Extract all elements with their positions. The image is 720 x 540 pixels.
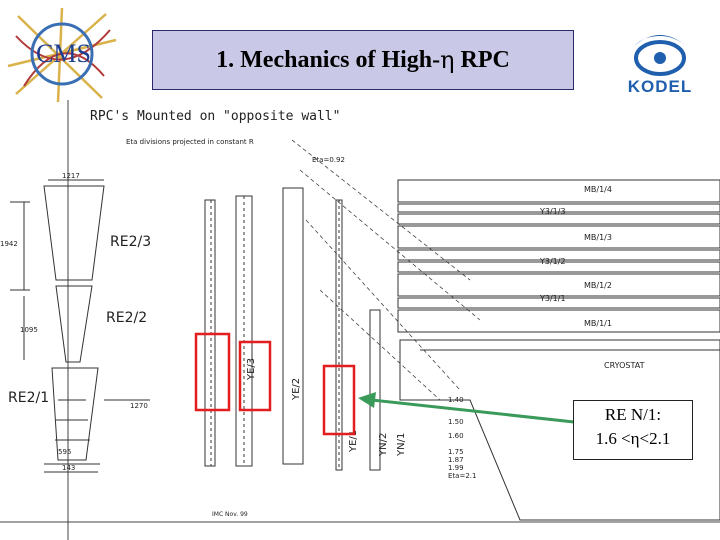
eta-value: 1.99 xyxy=(448,464,464,472)
kodel-logo xyxy=(612,24,708,98)
dim-1270: 1270 xyxy=(130,402,148,410)
drawing-heading: RPC's Mounted on "opposite wall" xyxy=(90,109,341,124)
eta-top-label: Eta=0.92 xyxy=(312,156,345,164)
slide-title xyxy=(152,30,574,90)
vlabel-yn2: YN/2 xyxy=(378,432,389,456)
drawing-subheading: Eta divisions projected in constant R xyxy=(126,138,254,146)
label-re21: RE2/1 xyxy=(8,390,50,406)
eta-value: Eta=2.1 xyxy=(448,472,477,480)
dim-1942: 1942 xyxy=(0,240,18,248)
vlabel-ye3: YE/3 xyxy=(246,357,257,380)
cryostat-label: CRYOSTAT xyxy=(604,361,645,370)
annotation-line1: RE N/1: xyxy=(604,405,662,424)
title-prefix: 1. Mechanics of High- xyxy=(216,46,441,73)
eta-value: 1.60 xyxy=(448,432,464,440)
kodel-logo-text: KODEL xyxy=(627,77,693,96)
title-suffix: RPC xyxy=(454,46,510,73)
eta-value: 1.75 xyxy=(448,448,464,456)
green-arrow xyxy=(358,392,574,422)
dim-1217: 1217 xyxy=(62,172,80,180)
vlabel-ye1: YE/1 xyxy=(348,429,359,452)
annotation-line2: 1.6 <η<2.1 xyxy=(595,429,671,448)
barrel-stack xyxy=(398,180,720,520)
vlabel-ye2: YE/2 xyxy=(291,377,302,400)
eta-value: 1.87 xyxy=(448,456,464,464)
dim-1095: 1095 xyxy=(20,326,38,334)
title-eta: η xyxy=(440,46,455,74)
cms-logo xyxy=(6,6,118,104)
eta-lines xyxy=(292,140,480,400)
dim-595: 595 xyxy=(58,448,72,456)
dim-143: 143 xyxy=(62,464,76,472)
chamber-mb12: MB/1/2 xyxy=(584,281,612,290)
eta-value: 1.40 xyxy=(448,396,464,404)
cms-logo-text: CMS xyxy=(36,39,91,68)
re-n1-annotation xyxy=(573,400,693,460)
chamber-y312: Y3/1/2 xyxy=(540,257,566,266)
drawing-footer-note: IMC Nov. 99 xyxy=(212,511,248,518)
chamber-y311: Y3/1/1 xyxy=(540,294,566,303)
label-re23: RE2/3 xyxy=(110,234,152,250)
highlight-boxes xyxy=(196,334,354,434)
engineering-drawing xyxy=(0,100,720,540)
chamber-mb13: MB/1/3 xyxy=(584,233,612,242)
highlight-box-ye3 xyxy=(196,334,229,410)
chamber-y313: Y3/1/3 xyxy=(540,207,566,216)
label-re22: RE2/2 xyxy=(106,310,148,326)
eta-value: 1.50 xyxy=(448,418,464,426)
vlabel-yn1: YN/1 xyxy=(396,432,407,456)
chamber-mb11: MB/1/1 xyxy=(584,319,612,328)
chamber-mb14: MB/1/4 xyxy=(584,185,612,194)
